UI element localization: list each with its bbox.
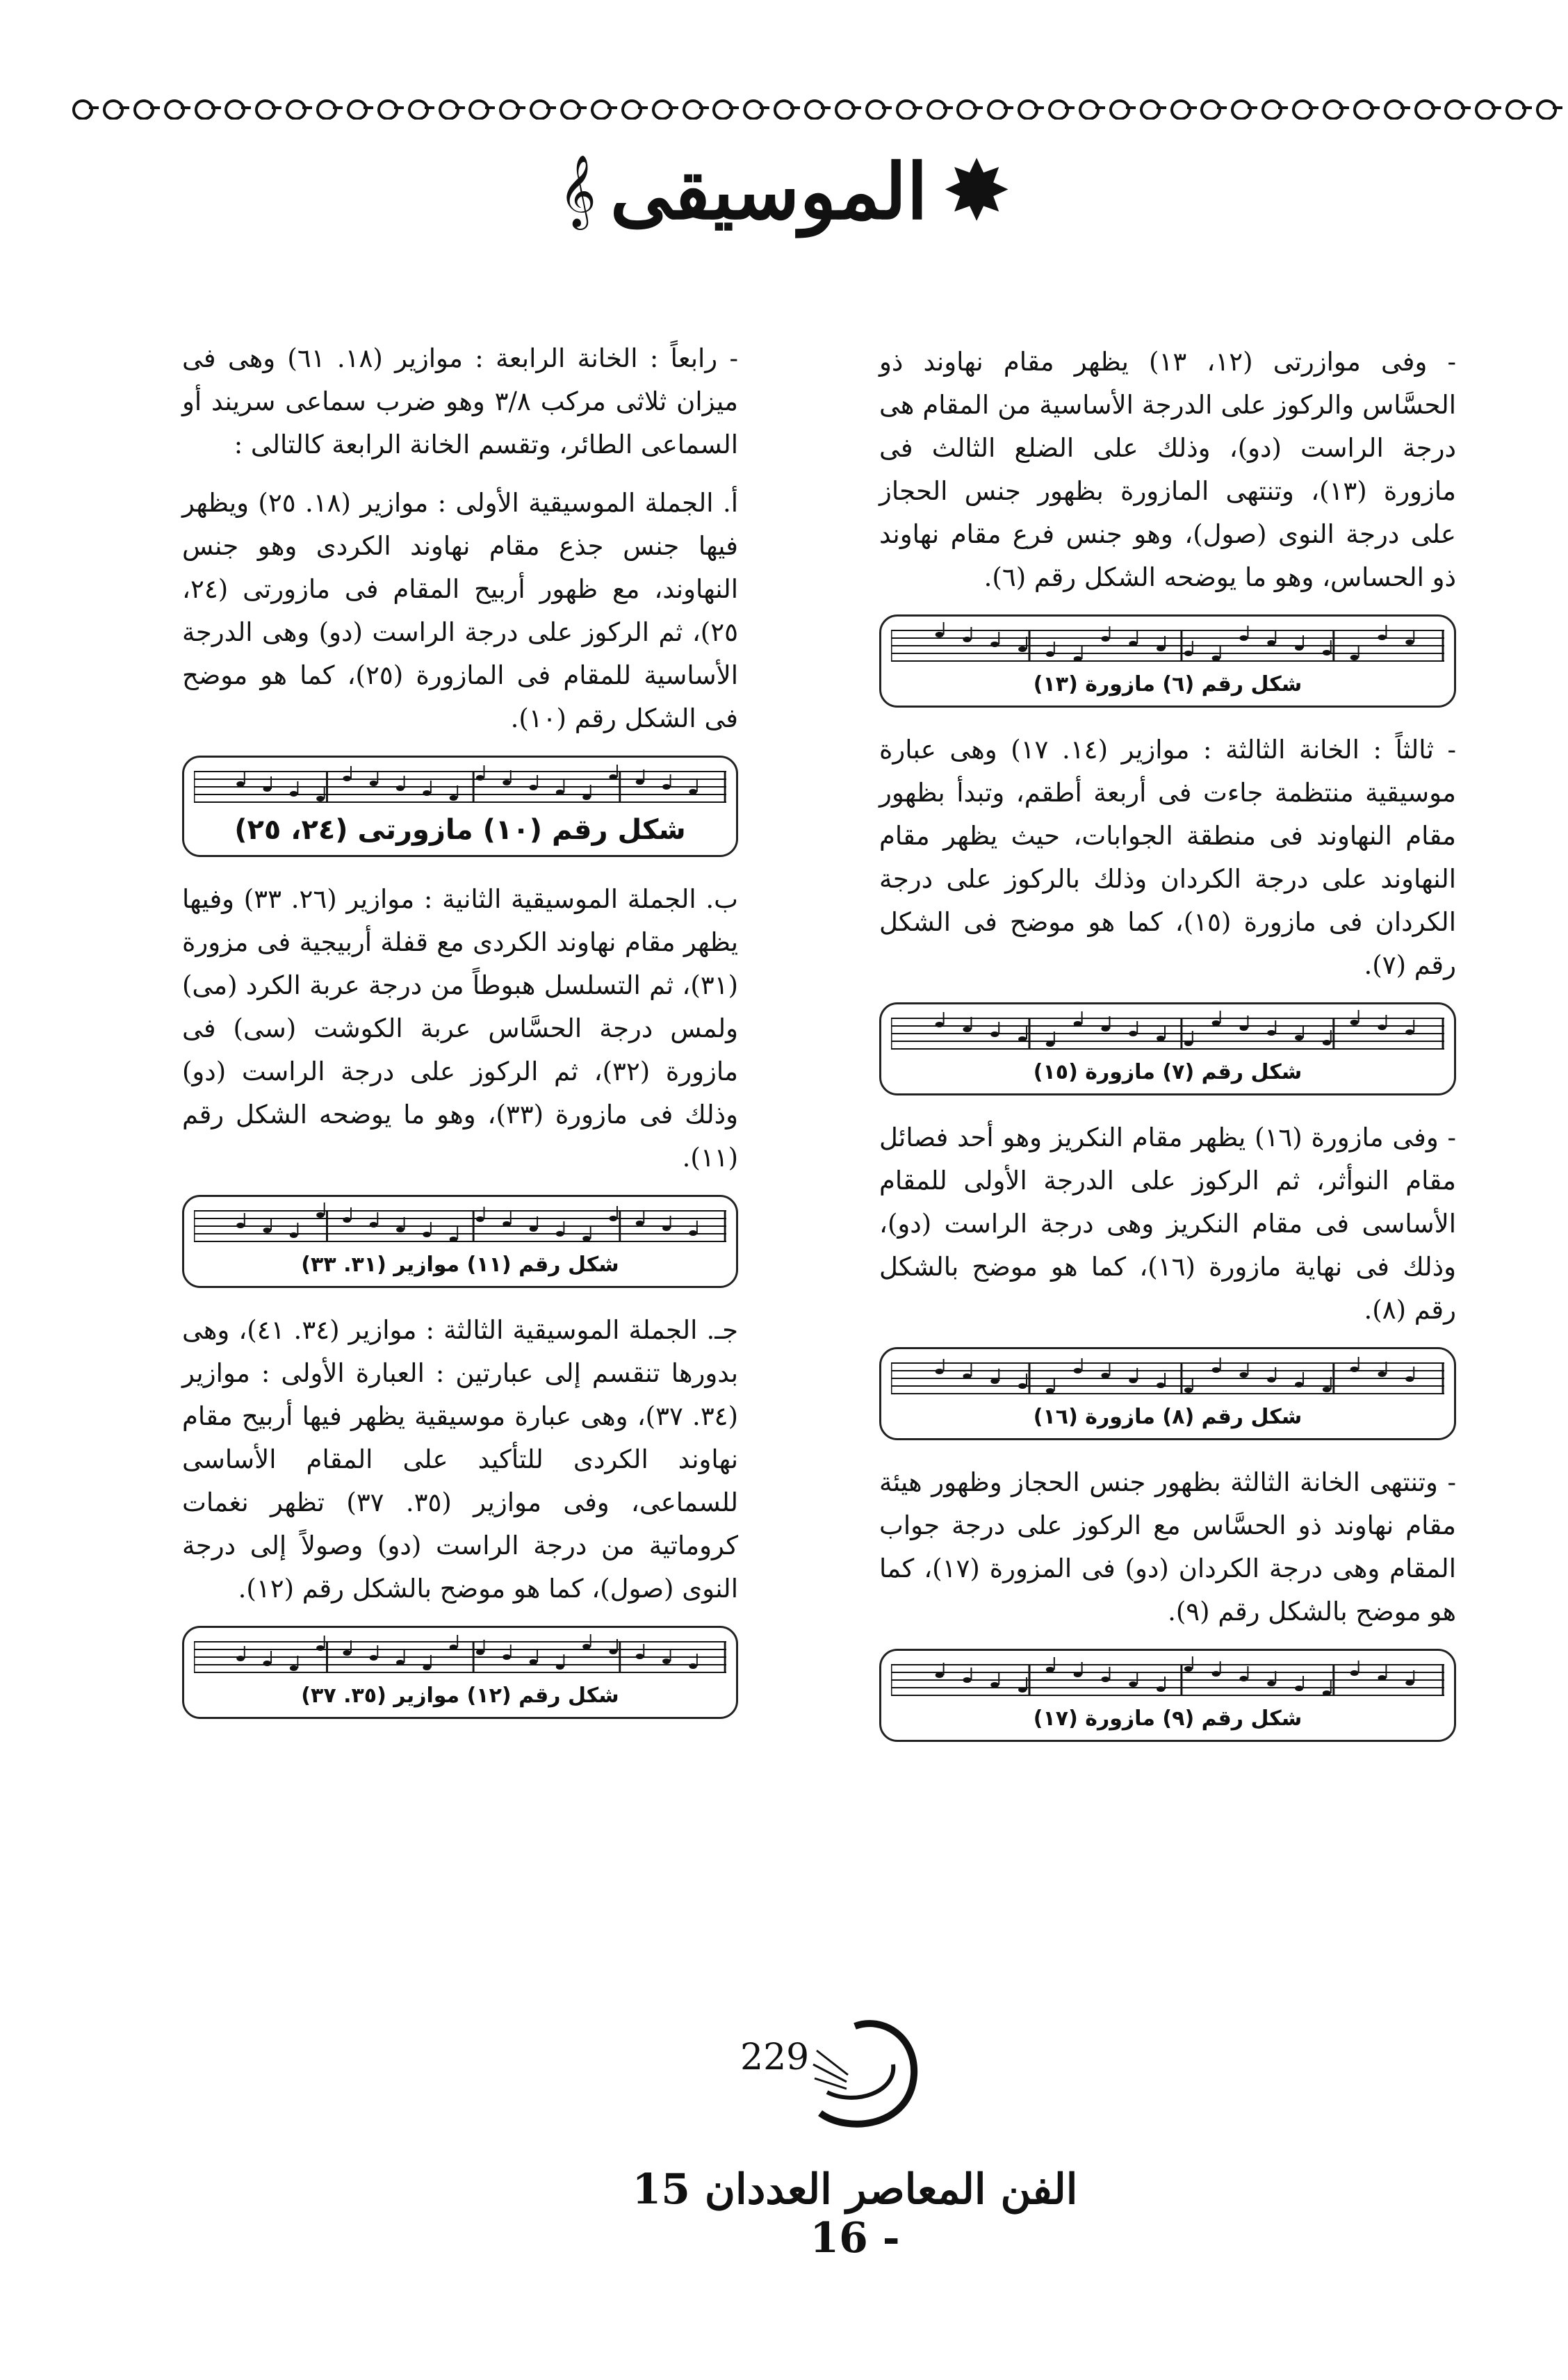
figure-6	[879, 614, 1456, 708]
music-staff	[194, 1203, 726, 1251]
figure-caption: شكل رقم (١١) موازير (٣١. ٣٣)	[301, 1253, 619, 1277]
music-staff	[891, 1010, 1444, 1059]
figure-8	[879, 1347, 1456, 1440]
paragraph: ب. الجملة الموسيقية الثانية : موازير (٢٦. ٣٣) وفيها يظهر مقام نهاوند الكردى مع قفلة أربيجية فى مزورة (٣١)، ثم التسلسل هبوطاً من درجة عربة الكرد (مى) ولمس درجة الحسَّاس عربة الكوشت (سى) فى مازورة (٣٢)، ثم الركوز على درجة الراست (دو) وذلك فى مازورة (٣٣)، وهو ما يوضحه الشكل رقم (١١).	[182, 884, 738, 1173]
figure-7	[879, 1002, 1456, 1095]
page-number: 229	[740, 2037, 810, 2078]
music-staff	[891, 1355, 1444, 1403]
figure-12	[182, 1626, 738, 1719]
paragraph: - ثالثاً : الخانة الثالثة : موازير (١٤. ١٧) وهى عبارة موسيقية منتظمة جاءت فى أربعة أطقم، وتبدأ بظهور مقام النهاوند فى منطقة الجوابات، حيث يظهر مقام النهاوند على درجة الكردان وذلك بالركوز على درجة الكردان فى مازورة (١٥)، كما هو موضح فى الشكل رقم (٧).	[879, 735, 1456, 980]
figure-caption: شكل رقم (٨) مازورة (١٦)	[1033, 1405, 1302, 1429]
star-burst-icon: ✸	[941, 142, 1012, 240]
music-clef-icon: 𝄞	[559, 154, 596, 227]
figure-caption: شكل رقم (٧) مازورة (١٥)	[1033, 1060, 1302, 1084]
paragraph: جـ. الجملة الموسيقية الثالثة : موازير (٣٤. ٤١)، وهى بدورها تنقسم إلى عبارتين : العبارة الأولى : موازير (٣٤. ٣٧)، وهى عبارة موسيقية يظهر فيها أربيح مقام نهاوند الكردى للتأكيد على المقام الأساسى للسماعى، وفى موازير (٣٥. ٣٧) تظهر نغمات كروماتية من درجة الراست (دو) وصولاً إلى درجة النوى (صول)، كما هو موضح بالشكل رقم (١٢).	[182, 1315, 738, 1604]
music-staff	[891, 1656, 1444, 1705]
figure-caption: شكل رقم (٦) مازورة (١٣)	[1033, 672, 1302, 696]
paragraph: - وفى موازرتى (١٢، ١٣) يظهر مقام نهاوند ذو الحسَّاس والركوز على الدرجة الأساسية من المقام هى درجة الراست (دو)، وذلك على الضلع الثالث فى مازورة (١٣)، وتنتهى المازورة بظهور جنس الحجاز على درجة النوى (صول)، وهو جنس فرع مقام نهاوند ذو الحساس، وهو ما يوضحه الشكل رقم (٦).	[879, 347, 1457, 592]
swirl-logo-icon	[806, 2009, 924, 2141]
music-staff	[194, 763, 726, 812]
figure-9	[879, 1649, 1456, 1742]
figure-10	[182, 756, 738, 857]
figure-caption: شكل رقم (١٠) مازورتى (٢٤، ٢٥)	[234, 814, 686, 846]
paragraph: - رابعاً : الخانة الرابعة : موازير (١٨. ٦١) وهى فى ميزان ثلاثى مركب ٣/٨ وهو ضرب سماعى سريند أو السماعى الطائر، وتقسم الخانة الرابعة كالتالى :	[182, 343, 738, 459]
paragraph: - وفى مازورة (١٦) يظهر مقام النكريز وهو أحد فصائل مقام النوأثر، ثم الركوز على الدرجة الأولى للمقام الأساسى فى مقام النكريز وهى درجة الراست (دو)، وذلك فى نهاية مازورة (١٦)، كما هو موضح بالشكل رقم (٨).	[879, 1123, 1457, 1325]
music-staff	[194, 1633, 726, 1682]
right-column	[879, 341, 1456, 1763]
decorative-border	[70, 96, 1564, 120]
figure-caption: شكل رقم (١٢) موازير (٣٥. ٣٧)	[301, 1684, 619, 1708]
music-staff	[891, 622, 1444, 671]
left-column	[182, 337, 738, 1740]
figure-caption: شكل رقم (٩) مازورة (١٧)	[1033, 1706, 1302, 1731]
section-header	[528, 132, 1043, 250]
paragraph: - وتنتهى الخانة الثالثة بظهور جنس الحجاز وظهور هيئة مقام نهاوند ذو الحسَّاس مع الركوز على درجة جواب المقام وهى درجة الكردان (دو) فى المزورة (١٧)، كما هو موضح بالشكل رقم (٩).	[879, 1467, 1456, 1627]
paragraph: أ. الجملة الموسيقية الأولى : موازير (١٨. ٢٥) ويظهر فيها جنس جذع مقام نهاوند الكردى وهو جنس النهاوند، مع ظهور أربيح المقام فى مازورتى (٢٤، ٢٥)، ثم الركوز على درجة الراست (دو) وهى الدرجة الأساسية للمقام فى المازورة (٢٥)، كما هو موضح فى الشكل رقم (١٠).	[182, 488, 738, 733]
section-title: الموسيقى	[610, 146, 928, 236]
figure-11	[182, 1195, 738, 1288]
publication-title: الفن المعاصر العددان 15 - 16	[632, 2165, 1078, 2263]
